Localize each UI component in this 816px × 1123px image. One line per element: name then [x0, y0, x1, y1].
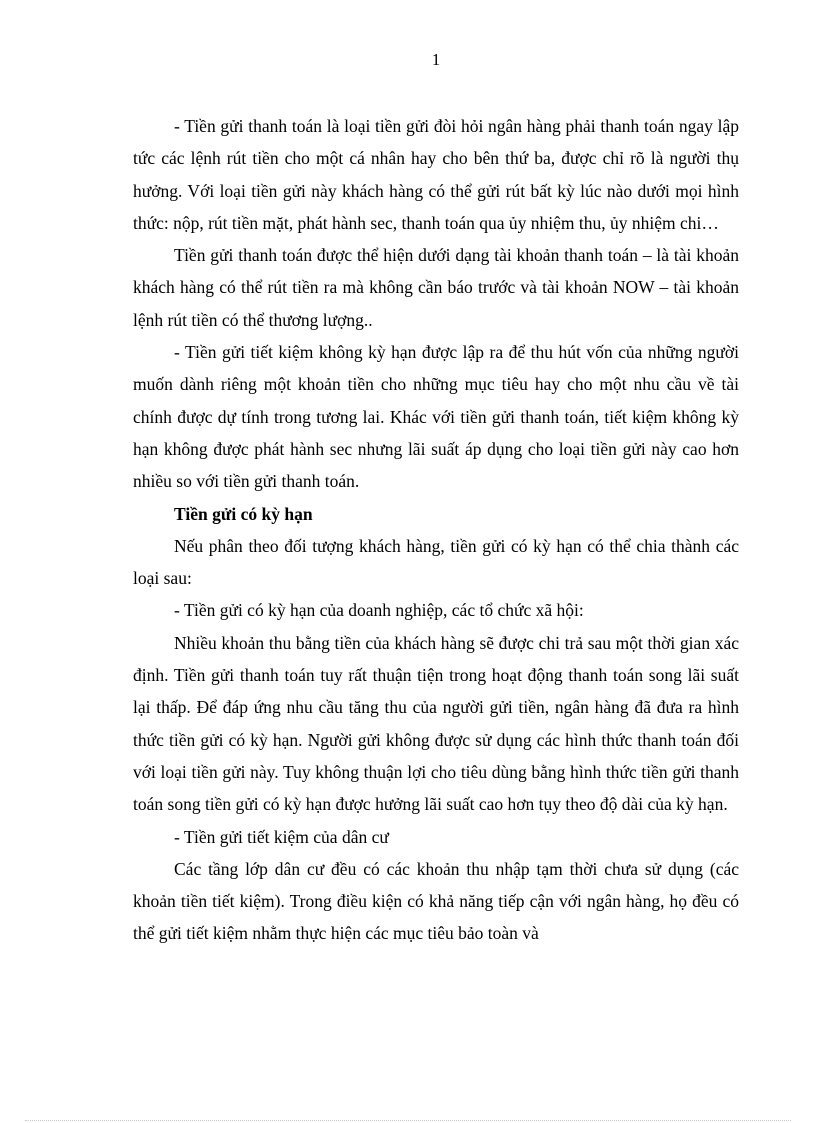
paragraph-business-term-deposits: - Tiền gửi có kỳ hạn của doanh nghiệp, các tổ chức xã hội:	[174, 600, 584, 621]
paragraph-term-deposit-details: Nhiều khoản thu bằng tiền của khách hàng sẽ được chi trả sau một thời gian xác định. Tiền gửi thanh toán tuy rất thuận tiện trong hoạt động thanh toán song lãi suất lại thấp. Để đáp ứng nhu cầu tăng thu của người gửi tiền, ngân hàng đã đưa ra hình thức tiền gửi có kỳ hạn. Người gửi không được sử dụng các hình thức thanh toán đối với loại tiền gửi này. Tuy không thuận lợi cho tiêu dùng bằng hình thức tiền gửi thanh toán song tiền gửi có kỳ hạn được hưởng lãi suất cao hơn tụy theo độ dài của kỳ hạn.	[133, 632, 739, 815]
paragraph-payment-accounts: Tiền gửi thanh toán được thể hiện dưới dạng tài khoản thanh toán – là tài khoản khách hàng có thể rút tiền ra mà không cần báo trước và tài khoản NOW – tài khoản lệnh rút tiền có thể thương lượng..	[133, 245, 739, 330]
page-bottom-divider	[25, 1120, 791, 1121]
paragraph-resident-savings: - Tiền gửi tiết kiệm của dân cư	[174, 826, 389, 847]
page-number: 1	[431, 50, 441, 69]
paragraph-resident-income: Các tầng lớp dân cư đều có các khoản thu nhập tạm thời chưa sử dụng (các khoản tiền tiết kiệm). Trong điều kiện có khả năng tiếp cận với ngân hàng, họ đều có thể gửi tiết kiệm nhằm thực hiện các mục tiêu bảo toàn và	[133, 858, 739, 944]
paragraph-non-term-savings: - Tiền gửi tiết kiệm không kỳ hạn được lập ra để thu hút vốn của những người muốn dành riêng một khoản tiền cho những mục tiêu hay cho một nhu cầu về tài chính được dự tính trong tương lai. Khác với tiền gửi thanh toán, tiết kiệm không kỳ hạn không được phát hành sec nhưng lãi suất áp dụng cho loại tiền gửi này cao hơn nhiều so với tiền gửi thanh toán.	[133, 342, 739, 492]
body-text	[133, 110, 739, 950]
paragraph-demand-deposits: - Tiền gửi thanh toán là loại tiền gửi đòi hỏi ngân hàng phải thanh toán ngay lập tức các lệnh rút tiền cho một cá nhân hay cho bên thứ ba, được chỉ rõ là người thụ hưởng. Với loại tiền gửi này khách hàng có thể gửi rút bất kỳ lúc nào dưới mọi hình thức: nộp, rút tiền mặt, phát hành sec, thanh toán qua ủy nhiệm thu, ủy nhiệm chi…	[133, 116, 739, 233]
section-heading-term-deposits: Tiền gửi có kỳ hạn	[174, 503, 313, 524]
paragraph-term-classification: Nếu phân theo đối tượng khách hàng, tiền gửi có kỳ hạn có thể chia thành các loại sau:	[133, 535, 739, 589]
